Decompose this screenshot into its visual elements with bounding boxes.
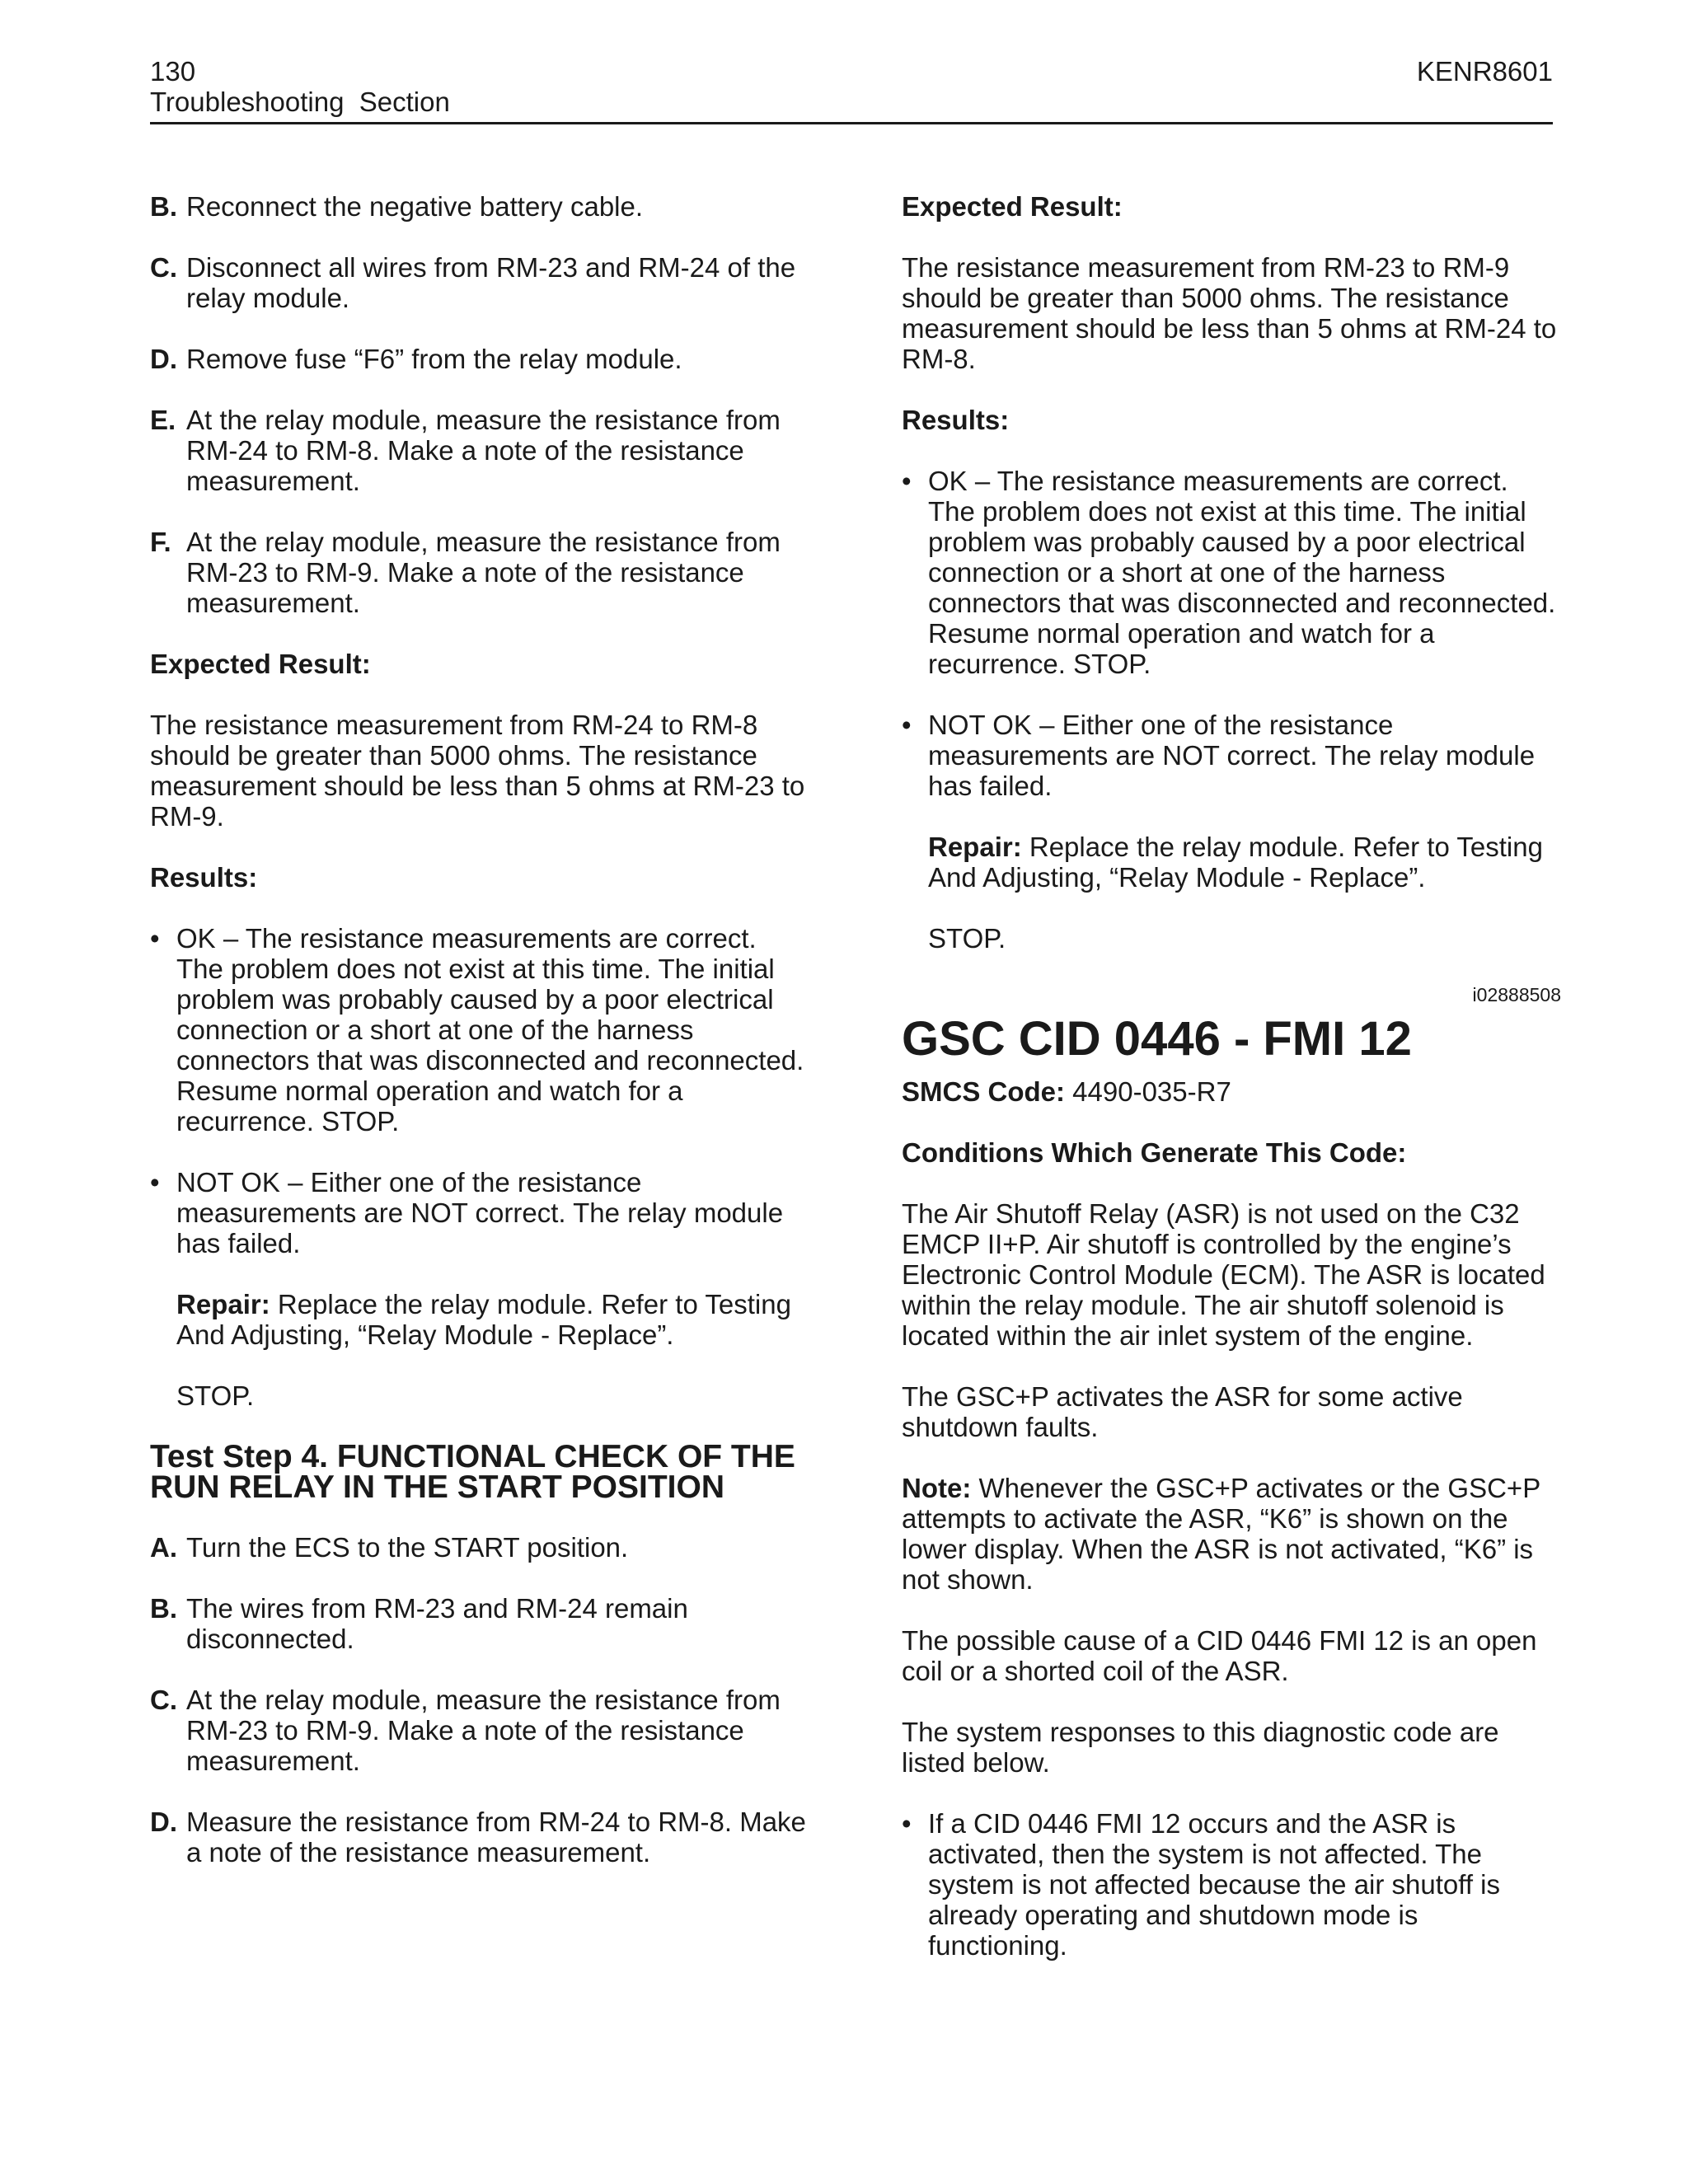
note-label: Note: [902, 1473, 972, 1503]
step-text: At the relay module, measure the resistance from RM-23 to RM-9. Make a note of the resistance measurement. [186, 527, 781, 618]
header-rule [150, 122, 1553, 124]
repair-label: Repair: [928, 832, 1022, 862]
right-column [902, 191, 1561, 1991]
step-letter: E. [150, 405, 176, 435]
step-text: Disconnect all wires from RM-23 and RM-24 of the relay module. [186, 252, 796, 313]
list-item-text: If a CID 0446 FMI 12 occurs and the ASR is activated, then the system is not affected. The system is not affected because the air shutoff is already operating and shutdown mode is functioning. [928, 1808, 1500, 1961]
repair-label: Repair: [176, 1289, 270, 1319]
expected-result-text: The resistance measurement from RM-23 to RM-9 should be greater than 5000 ohms. The resistance measurement should be less than 5 ohms at RM-24 to RM-8. [902, 252, 1557, 374]
left-column [150, 191, 809, 1898]
step-text: Remove fuse “F6” from the relay module. [186, 344, 682, 374]
step-item [150, 1685, 809, 1776]
paragraph: The system responses to this diagnostic code are listed below. [902, 1717, 1499, 1778]
step-text: Reconnect the negative battery cable. [186, 191, 644, 222]
step-text: Turn the ECS to the START position. [186, 1532, 629, 1563]
bullet-icon: • [902, 1808, 912, 1839]
repair-instruction [176, 1289, 809, 1350]
result-not-ok-text: NOT OK – Either one of the resistance measurements are NOT correct. The relay module has failed. [176, 1167, 784, 1258]
result-ok-text: OK – The resistance measurements are correct. The problem does not exist at this time. The initial problem was probably caused by a poor electrical connection or a short at one of the harness connectors that was disconnected and reconnected. Resume normal operation and watch for a recurrence. STOP. [928, 466, 1556, 679]
results-heading: Results: [902, 405, 1010, 435]
step-item [150, 1807, 809, 1868]
step-item [150, 527, 809, 618]
repair-text: Replace the relay module. Refer to Testing And Adjusting, “Relay Module - Replace”. [176, 1289, 791, 1350]
step-item [150, 1593, 809, 1654]
page-number: 130 [150, 56, 196, 87]
step-letter: D. [150, 1807, 177, 1837]
step-item [150, 344, 809, 374]
stop-text: STOP. [928, 923, 1006, 954]
section-title: Troubleshooting Section [150, 87, 450, 117]
result-not-ok-item [902, 710, 1561, 801]
step-letter: C. [150, 1685, 177, 1715]
result-ok-item [902, 466, 1561, 679]
bullet-icon: • [150, 923, 160, 954]
test-step-heading: Test Step 4. FUNCTIONAL CHECK OF THE RUN RELAY IN THE START POSITION [150, 1439, 795, 1505]
step-letter: B. [150, 1593, 177, 1624]
step-text: At the relay module, measure the resistance from RM-23 to RM-9. Make a note of the resistance measurement. [186, 1685, 781, 1776]
repair-instruction [928, 832, 1561, 893]
step-text: The wires from RM-23 and RM-24 remain disconnected. [186, 1593, 688, 1654]
smcs-value: 4490-035-R7 [1065, 1076, 1231, 1107]
note-paragraph [902, 1473, 1561, 1595]
document-id: i02888508 [1472, 984, 1561, 1005]
step-text: At the relay module, measure the resistance from RM-24 to RM-8. Make a note of the resistance measurement. [186, 405, 781, 496]
step-item [150, 405, 809, 496]
step-letter: A. [150, 1532, 177, 1563]
expected-result-heading: Expected Result: [150, 649, 371, 679]
step-text: Measure the resistance from RM-24 to RM-8. Make a note of the resistance measurement. [186, 1807, 806, 1868]
conditions-heading: Conditions Which Generate This Code: [902, 1137, 1407, 1168]
step-letter: B. [150, 191, 177, 222]
step-item [150, 252, 809, 313]
step-item [150, 191, 809, 222]
step-item [150, 1532, 809, 1563]
page-title: GSC CID 0446 - FMI 12 [902, 1012, 1412, 1066]
smcs-label: SMCS Code: [902, 1076, 1065, 1107]
results-heading: Results: [150, 862, 258, 893]
bullet-icon: • [902, 466, 912, 496]
paragraph: The possible cause of a CID 0446 FMI 12 is an open coil or a shorted coil of the ASR. [902, 1625, 1537, 1686]
expected-result-heading: Expected Result: [902, 191, 1123, 222]
bullet-icon: • [902, 710, 912, 740]
step-letter: C. [150, 252, 177, 283]
result-ok-text: OK – The resistance measurements are correct. The problem does not exist at this time. The initial problem was probably caused by a poor electrical connection or a short at one of the harness connectors that was disconnected and reconnected. Resume normal operation and watch for a recurrence. STOP. [176, 923, 804, 1137]
note-text: Whenever the GSC+P activates or the GSC+P attempts to activate the ASR, “K6” is shown on the lower display. When the ASR is not activated, “K6” is not shown. [902, 1473, 1540, 1595]
result-not-ok-text: NOT OK – Either one of the resistance measurements are NOT correct. The relay module has failed. [928, 710, 1536, 801]
paragraph: The GSC+P activates the ASR for some active shutdown faults. [902, 1381, 1463, 1442]
list-item [902, 1808, 1561, 1961]
step-letter: D. [150, 344, 177, 374]
paragraph: The Air Shutoff Relay (ASR) is not used on the C32 EMCP II+P. Air shutoff is controlled by the engine’s Electronic Control Module (ECM). The ASR is located within the relay module. The air shutoff solenoid is located within the air inlet system of the engine. [902, 1198, 1545, 1351]
smcs-code [902, 1076, 1561, 1107]
step-letter: F. [150, 527, 171, 557]
bullet-icon: • [150, 1167, 160, 1197]
result-ok-item [150, 923, 809, 1137]
expected-result-text: The resistance measurement from RM-24 to RM-8 should be greater than 5000 ohms. The resistance measurement should be less than 5 ohms at RM-23 to RM-9. [150, 710, 805, 832]
document-code: KENR8601 [1416, 56, 1553, 87]
result-not-ok-item [150, 1167, 809, 1258]
stop-text: STOP. [176, 1380, 255, 1411]
repair-text: Replace the relay module. Refer to Testing And Adjusting, “Relay Module - Replace”. [928, 832, 1543, 893]
